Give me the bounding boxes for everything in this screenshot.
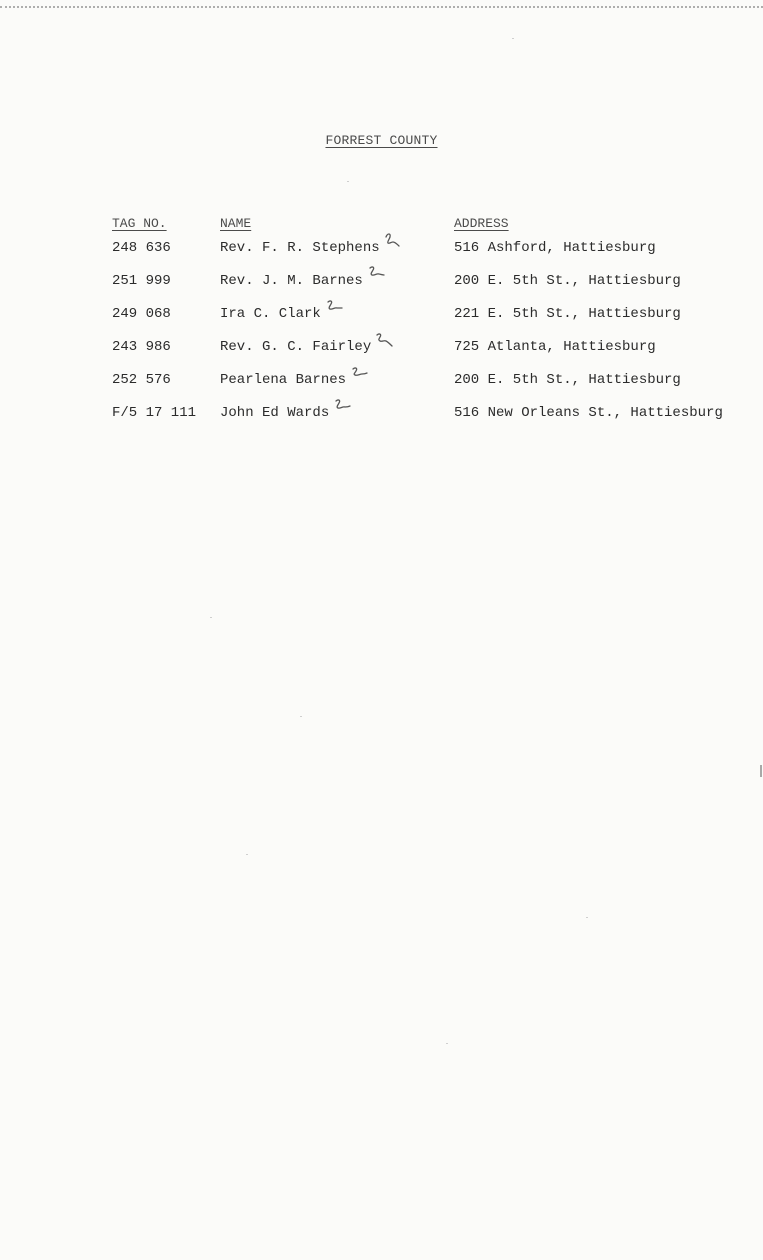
address-column-header: ADDRESS xyxy=(454,216,509,231)
paper-speck xyxy=(347,181,349,182)
page-title: FORREST COUNTY xyxy=(325,133,438,148)
table-row xyxy=(112,338,757,371)
person-name-text: Ira C. Clark xyxy=(220,306,321,322)
person-name xyxy=(220,404,329,422)
handwritten-check-icon xyxy=(373,330,395,352)
handwritten-check-icon xyxy=(348,363,370,385)
paper-edge-mark xyxy=(760,765,762,777)
paper-speck xyxy=(300,716,302,717)
tag-number: 249 068 xyxy=(112,306,171,322)
table-row xyxy=(112,272,757,305)
tag-number: 251 999 xyxy=(112,273,171,289)
handwritten-check-icon xyxy=(331,396,353,418)
table-header-row xyxy=(112,215,757,239)
paper-speck xyxy=(446,1043,448,1044)
street-address: 725 Atlanta, Hattiesburg xyxy=(454,339,656,355)
paper-speck xyxy=(586,917,588,918)
person-name xyxy=(220,239,380,257)
paper-top-edge xyxy=(0,0,763,8)
person-name-text: Rev. J. M. Barnes xyxy=(220,273,363,289)
paper-speck xyxy=(512,38,514,39)
street-address: 221 E. 5th St., Hattiesburg xyxy=(454,306,681,322)
records-table xyxy=(112,215,757,437)
table-row xyxy=(112,404,757,437)
street-address: 200 E. 5th St., Hattiesburg xyxy=(454,273,681,289)
person-name xyxy=(220,272,363,290)
paper-speck xyxy=(210,617,212,618)
person-name xyxy=(220,338,371,356)
table-row xyxy=(112,305,757,338)
street-address: 200 E. 5th St., Hattiesburg xyxy=(454,372,681,388)
person-name xyxy=(220,305,321,323)
handwritten-check-icon xyxy=(323,297,345,319)
table-row xyxy=(112,371,757,404)
person-name-text: Rev. G. C. Fairley xyxy=(220,339,372,355)
handwritten-check-icon xyxy=(382,231,404,253)
table-row xyxy=(112,239,757,272)
person-name-text: Pearlena Barnes xyxy=(220,372,347,388)
handwritten-check-icon xyxy=(365,264,387,286)
tag-number: 243 986 xyxy=(112,339,171,355)
person-name xyxy=(220,371,346,389)
paper-speck xyxy=(246,854,248,855)
person-name-text: John Ed Wards xyxy=(220,405,330,421)
person-name-text: Rev. F. R. Stephens xyxy=(220,240,380,256)
tag-number: F/5 17 111 xyxy=(112,405,197,421)
tag-number: 248 636 xyxy=(112,240,171,256)
tag-column-header: TAG NO. xyxy=(112,216,167,231)
name-column-header: NAME xyxy=(220,216,252,231)
street-address: 516 Ashford, Hattiesburg xyxy=(454,240,656,256)
street-address: 516 New Orleans St., Hattiesburg xyxy=(454,405,723,421)
tag-number: 252 576 xyxy=(112,372,171,388)
